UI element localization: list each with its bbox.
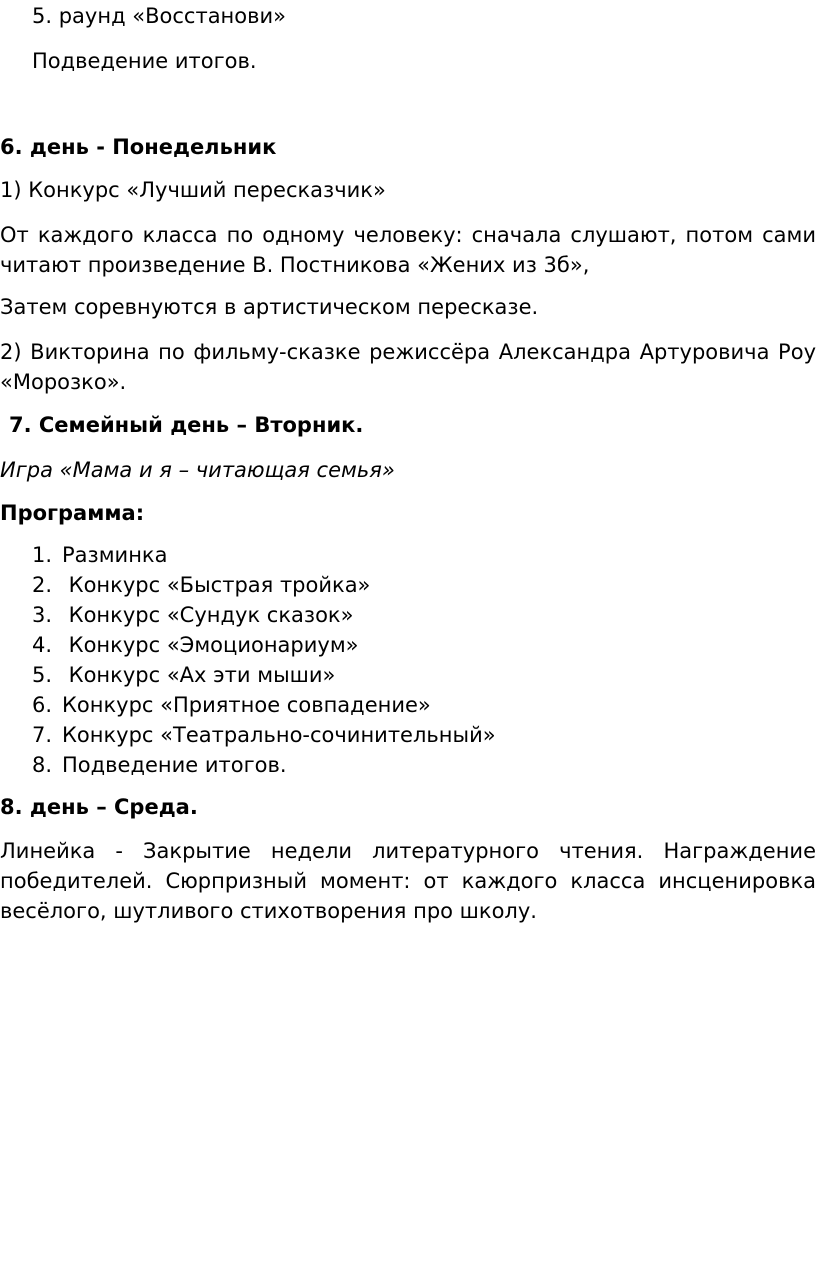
program-item-text: Конкурс «Сундук сказок»	[62, 603, 354, 627]
program-item-number: 5.	[32, 663, 53, 687]
program-item-text: Разминка	[62, 543, 168, 567]
program-label: Программа:	[0, 501, 145, 525]
program-item	[32, 690, 816, 720]
program-item-text: Конкурс «Театрально-сочинительный»	[62, 723, 496, 747]
program-item-text: Конкурс «Ах эти мыши»	[62, 663, 336, 687]
day-6-heading: 6. день - Понедельник	[0, 135, 277, 159]
program-item	[32, 600, 816, 630]
program-item	[32, 660, 816, 690]
round-5-item: 5. раунд «Восстанови»	[32, 4, 287, 28]
program-item-number: 8.	[32, 753, 53, 777]
program-item	[32, 750, 816, 780]
program-item	[32, 630, 816, 660]
program-item-text: Конкурс «Быстрая тройка»	[62, 573, 371, 597]
program-item	[32, 570, 816, 600]
day-7-heading: 7. Семейный день – Вторник.	[9, 413, 364, 437]
program-item-text: Конкурс «Приятное совпадение»	[62, 693, 431, 717]
program-item	[32, 540, 816, 570]
summary-line: Подведение итогов.	[32, 49, 257, 73]
program-item-number: 7.	[32, 723, 53, 747]
program-item-number: 3.	[32, 603, 53, 627]
contest-1-retelling: Затем соревнуются в артистическом пересказе.	[0, 295, 539, 319]
program-item-number: 1.	[32, 543, 53, 567]
program-item-number: 2.	[32, 573, 53, 597]
contest-1-title: 1) Конкурс «Лучший пересказчик»	[0, 178, 386, 202]
program-item-text: Конкурс «Эмоционариум»	[62, 633, 359, 657]
contest-1-description: От каждого класса по одному человеку: сначала слушают, потом сами читают произведение В. Постникова «Жених из 3б»,	[0, 223, 816, 277]
program-item-number: 4.	[32, 633, 53, 657]
program-item	[32, 720, 816, 750]
program-item-number: 6.	[32, 693, 53, 717]
quiz-description: 2) Викторина по фильму-сказке режиссёра Александра Артуровича Роу «Морозко».	[0, 340, 816, 394]
day-8-heading: 8. день – Среда.	[0, 795, 198, 819]
day-8-description: Линейка - Закрытие недели литературного чтения. Награждение победителей. Сюрпризный момент: от каждого класса инсценировка весёлого, шутливого стихотворения про школу.	[0, 839, 816, 923]
family-game-title: Игра «Мама и я – читающая семья»	[0, 458, 395, 482]
program-item-text: Подведение итогов.	[62, 753, 287, 777]
